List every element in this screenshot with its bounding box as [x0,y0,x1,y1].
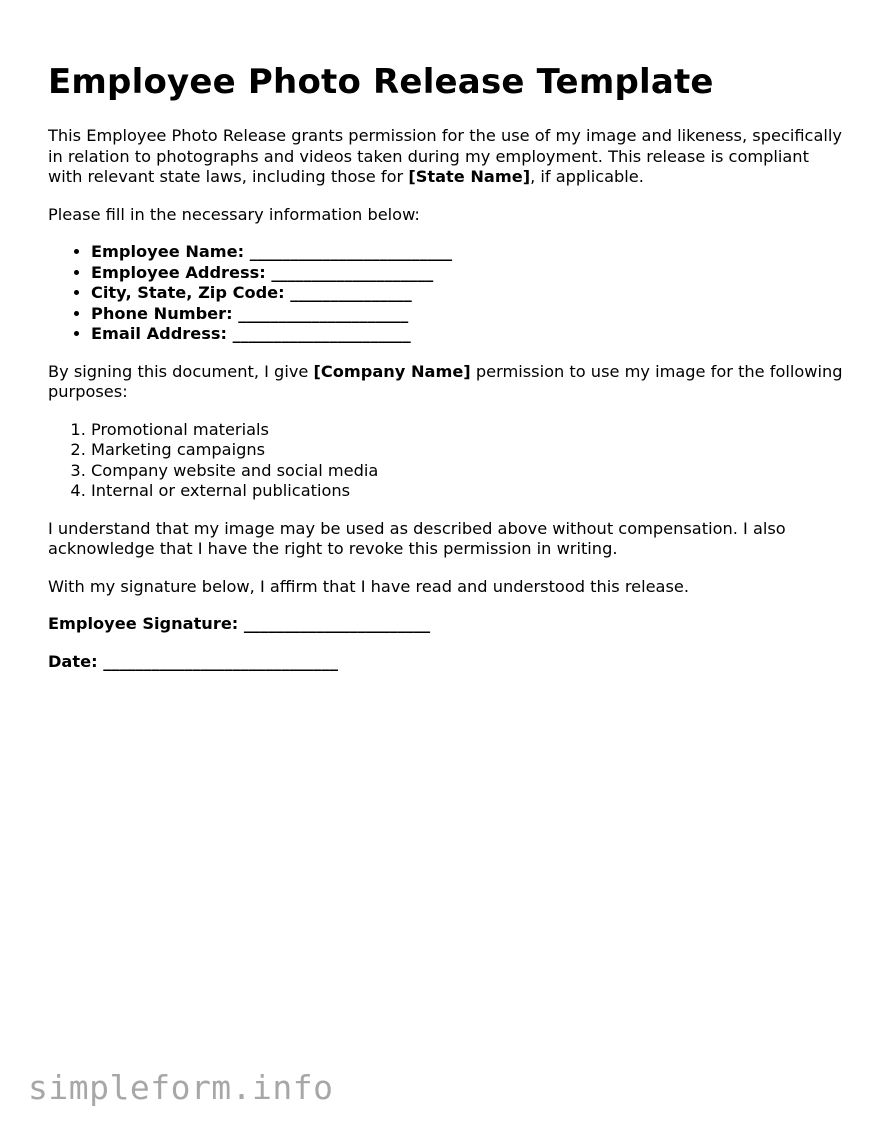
permission-text-after: permission to use my image for the following purposes: [48,361,843,401]
fill-instruction: Please fill in the necessary information below: [48,204,420,224]
watermark: simpleform.info [28,1068,334,1107]
field-label: Employee Name: [91,242,245,261]
field-label: City, State, Zip Code: [91,283,285,302]
date-blank[interactable]: _____________________________ [103,651,338,671]
purpose-item: 1. Promotional materials [91,420,848,441]
date-label: Date: [48,651,98,671]
field-blank[interactable]: ______________________ [232,324,411,343]
purpose-list [48,420,848,502]
field-blank[interactable]: _________________________ [249,242,453,261]
field-employee-name [91,242,848,263]
date-line [48,652,848,673]
field-blank[interactable]: ____________________ [271,262,434,282]
employee-signature-line [48,614,848,635]
intro-paragraph [48,126,848,188]
field-blank[interactable]: _____________________ [238,303,409,323]
field-label: Email Address: [91,324,227,343]
signature-label: Employee Signature: [48,614,239,633]
permission-text-before: By signing this document, I give [48,361,314,381]
field-label: Employee Address: [91,262,266,282]
field-city-state-zip [91,283,848,304]
purpose-item: 3. Company website and social media [91,461,848,482]
intro-text-after: , if applicable. [530,167,644,186]
field-phone-number [91,304,848,325]
info-field-list [48,242,848,345]
permission-paragraph [48,362,848,403]
field-blank[interactable]: _______________ [290,283,412,302]
field-label: Phone Number: [91,303,233,323]
purpose-item: 2. Marketing campaigns [91,440,848,461]
company-name-placeholder: [Company Name] [313,361,471,381]
document-title: Employee Photo Release Template [48,62,714,102]
affirm-paragraph: With my signature below, I affirm that I have read and understood this release. [48,576,690,596]
state-name-placeholder: [State Name] [408,167,531,186]
understanding-paragraph: I understand that my image may be used as described above without compensation. I also acknowledge that I have the right to revoke this permission in writing. [48,518,786,558]
field-employee-address [91,263,848,284]
field-email-address [91,324,848,345]
purpose-item: 4. Internal or external publications [91,481,848,502]
document-page [48,60,848,689]
intro-text-before: This Employee Photo Release grants permission for the use of my image and likeness, specifically in relation to photographs and videos taken during my employment. This release is compliant with relevant state laws, including those for [48,126,842,186]
signature-blank[interactable]: _______________________ [243,614,431,633]
